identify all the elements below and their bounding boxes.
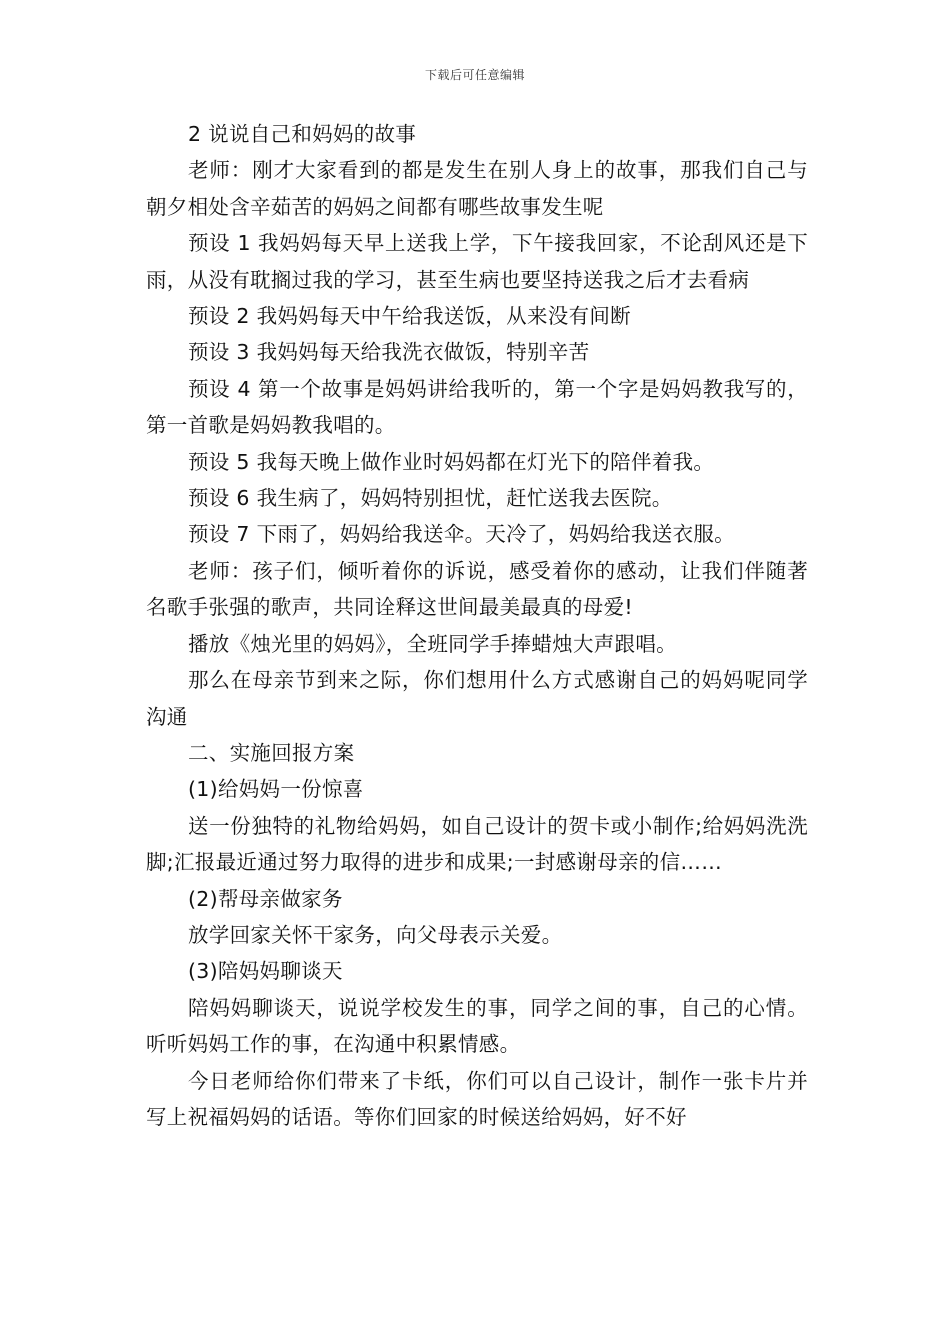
paragraph-teacher-question: 老师：刚才大家看到的都是发生在别人身上的故事，那我们自己与朝夕相处含辛茹苦的妈妈之间都有哪些故事发生呢	[146, 158, 808, 219]
section-heading-plan: 二、实施回报方案	[188, 740, 355, 765]
paragraph-preset-3: 预设 3 我妈妈每天给我洗衣做饭，特别辛苦	[188, 340, 590, 365]
paragraph-story-heading: 2 说说自己和妈妈的故事	[188, 122, 417, 146]
paragraph-preset-4: 预设 4 第一个故事是妈妈讲给我听的，第一个字是妈妈教我写的，第一首歌是妈妈教我唱的。	[146, 376, 808, 438]
paragraph-preset-6: 预设 6 我生病了，妈妈特别担忧，赶忙送我去医院。	[188, 486, 673, 511]
paragraph-chat: 陪妈妈聊谈天，说说学校发生的事，同学之间的事，自己的心情。听听妈妈工作的事，在沟通中积累情感。	[146, 995, 808, 1057]
paragraph-preset-7: 预设 7 下雨了，妈妈给我送伞。天冷了，妈妈给我送衣服。	[188, 522, 735, 547]
item-heading-chat: (3)陪妈妈聊谈天	[188, 959, 343, 984]
paragraph-preset-5: 预设 5 我每天晚上做作业时妈妈都在灯光下的陪伴着我。	[188, 449, 715, 474]
paragraph-preset-1: 预设 1 我妈妈每天早上送我上学，下午接我回家，不论刮风还是下雨，从没有耽搁过我的学习，甚至生病也要坚持送我之后才去看病	[146, 231, 808, 292]
item-heading-surprise: (1)给妈妈一份惊喜	[188, 777, 364, 802]
paragraph-play-song: 播放《烛光里的妈妈》，全班同学手捧蜡烛大声跟唱。	[188, 631, 677, 656]
paragraph-housework: 放学回家关怀干家务，向父母表示关爱。	[188, 922, 563, 947]
paragraph-preset-2: 预设 2 我妈妈每天中午给我送饭，从来没有间断	[188, 304, 631, 329]
paragraph-surprise: 送一份独特的礼物给妈妈，如自己设计的贺卡或小制作;给妈妈洗洗脚;汇报最近通过努力取得的进步和成果;一封感谢母亲的信……	[146, 813, 808, 875]
paragraph-card-activity: 今日老师给你们带来了卡纸，你们可以自己设计，制作一张卡片并写上祝福妈妈的话语。等你们回家的时候送给妈妈，好不好	[146, 1068, 808, 1129]
document-body	[146, 116, 808, 1135]
paragraph-mothers-day-question: 那么在母亲节到来之际，你们想用什么方式感谢自己的妈妈呢同学沟通	[146, 668, 808, 729]
paragraph-teacher-song: 老师：孩子们，倾听着你的诉说，感受着你的感动，让我们伴随著名歌手张强的歌声，共同诠释这世间最美最真的母爱!	[146, 558, 808, 620]
item-heading-housework: (2)帮母亲做家务	[188, 886, 343, 911]
page-header: 下载后可任意编辑	[424, 68, 525, 82]
